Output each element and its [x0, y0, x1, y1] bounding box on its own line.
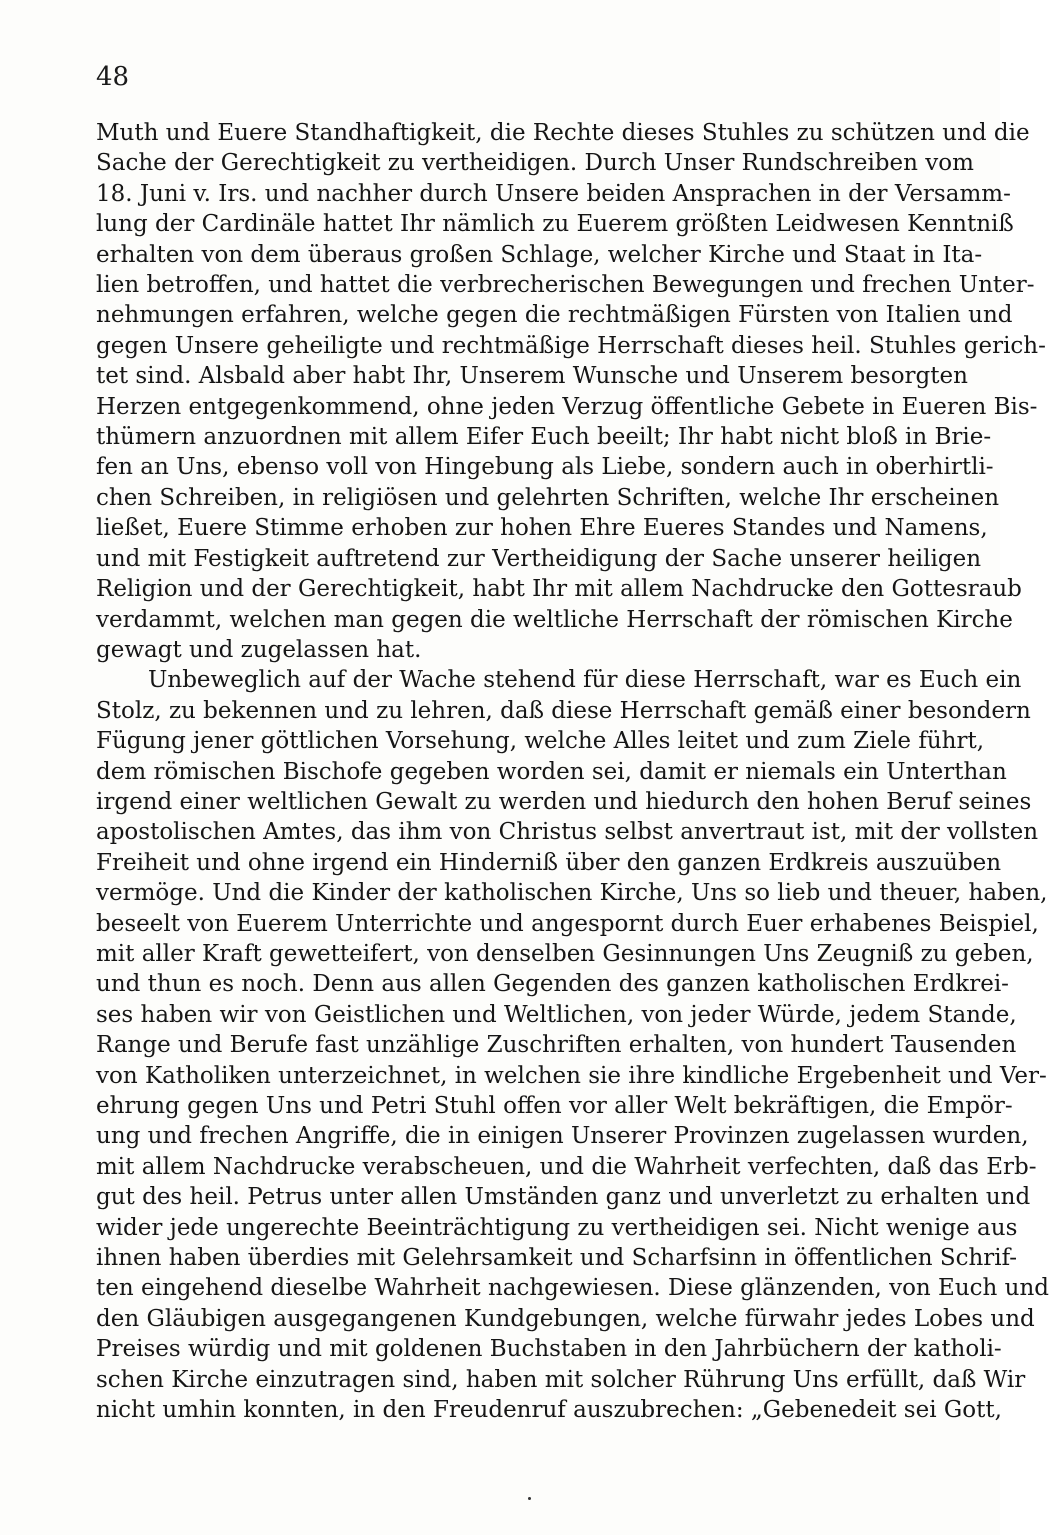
text-line: fen an Uns, ebenso voll von Hingebung als Liebe, sondern auch in oberhirtli- [96, 454, 994, 481]
text-line: gegen Unsere geheiligte und rechtmäßige Herrschaft dieses heil. Stuhles gerich- [96, 332, 1046, 359]
text-line: thümern anzuordnen mit allem Eifer Euch beeilt; Ihr habt nicht bloß in Brie- [96, 424, 992, 451]
text-line: 18. Juni v. Irs. und nachher durch Unsere beiden Ansprachen in der Versamm- [96, 180, 1011, 207]
text-line: wider jede ungerechte Beeinträchtigung zu vertheidigen sei. Nicht wenige aus [96, 1214, 1018, 1241]
text-line: Sache der Gerechtigkeit zu vertheidigen. Durch Unser Rundschreiben vom [96, 150, 974, 177]
text-line: nehmungen erfahren, welche gegen die rechtmäßigen Fürsten von Italien und [96, 302, 1013, 329]
text-line: ses haben wir von Geistlichen und Weltlichen, von jeder Würde, jedem Stande, [96, 1001, 1017, 1028]
text-line: chen Schreiben, in religiösen und gelehrten Schriften, welche Ihr erscheinen [96, 484, 1000, 511]
text-line: Stolz, zu bekennen und zu lehren, daß diese Herrschaft gemäß einer besondern [96, 697, 1031, 724]
text-line: Freiheit und ohne irgend ein Hinderniß über den ganzen Erdkreis auszuüben [96, 849, 1002, 876]
text-line: tet sind. Alsbald aber habt Ihr, Unserem Wunsche und Unserem besorgten [96, 363, 968, 390]
text-line: Herzen entgegenkommend, ohne jeden Verzug öffentliche Gebete in Eueren Bis- [96, 393, 1038, 420]
text-line: Range und Berufe fast unzählige Zuschriften erhalten, von hundert Tausenden [96, 1032, 1017, 1059]
text-line: Muth und Euere Standhaftigkeit, die Rechte dieses Stuhles zu schützen und die [96, 120, 1030, 146]
text-line: ehrung gegen Uns und Petri Stuhl offen vor aller Welt bekräftigen, die Empör- [96, 1093, 1013, 1119]
text-line: den Gläubigen ausgegangenen Kundgebungen, welche fürwahr jedes Lobes und [96, 1305, 1035, 1332]
paragraph-1 [96, 118, 1046, 665]
text-line: ten eingehend dieselbe Wahrheit nachgewiesen. Diese glänzenden, von Euch und [96, 1275, 1049, 1302]
text-line: gewagt und zugelassen hat. [96, 636, 422, 663]
body-text [96, 118, 1049, 1425]
text-line: apostolischen Amtes, das ihm von Christus selbst anvertraut ist, mit der vollsten [96, 819, 1039, 846]
text-line: Preises würdig und mit goldenen Buchstaben in den Jahrbüchern der katholi- [96, 1336, 1002, 1363]
text-line: erhalten von dem überaus großen Schlage, welcher Kirche und Staat in Ita- [96, 241, 983, 268]
text-line: Religion und der Gerechtigkeit, habt Ihr mit allem Nachdrucke den Gottesraub [96, 576, 1022, 603]
text-line: mit allem Nachdrucke verabscheuen, und die Wahrheit verfechten, daß das Erb- [96, 1153, 1037, 1180]
text-line: und thun es noch. Denn aus allen Gegenden des ganzen katholischen Erdkrei- [96, 971, 1009, 998]
text-line: nicht umhin konnten, in den Freudenruf auszubrechen: „Gebenedeit sei Gott, [96, 1397, 1002, 1424]
text-line: mit aller Kraft gewetteifert, von denselben Gesinnungen Uns Zeugniß zu geben, [96, 940, 1034, 967]
text-line: und mit Festigkeit auftretend zur Vertheidigung der Sache unserer heiligen [96, 545, 982, 572]
text-line: schen Kirche einzutragen sind, haben mit solcher Rührung Uns erfüllt, daß Wir [96, 1366, 1026, 1393]
text-line: ung und frechen Angriffe, die in einigen Unserer Provinzen zugelassen wurden, [96, 1123, 1029, 1150]
text-line: ließet, Euere Stimme erhoben zur hohen Ehre Eueres Standes und Namens, [96, 515, 988, 542]
text-line: dem römischen Bischofe gegeben worden sei, damit er niemals ein Unterthan [96, 758, 1007, 785]
text-line: Fügung jener göttlichen Vorsehung, welche Alles leitet und zum Ziele führt, [96, 728, 985, 755]
text-line: lien betroffen, und hattet die verbrecherischen Bewegungen und frechen Unter- [96, 272, 1035, 299]
text-line: gut des heil. Petrus unter allen Umständen ganz und unverletzt zu erhalten und [96, 1184, 1031, 1211]
print-speck [528, 1497, 531, 1500]
text-line: ihnen haben überdies mit Gelehrsamkeit und Scharfsinn in öffentlichen Schrif- [96, 1245, 1018, 1272]
text-line: vermöge. Und die Kinder der katholischen Kirche, Uns so lieb und theuer, haben, [96, 880, 1048, 907]
paragraph-2 [96, 665, 1049, 1425]
text-line: verdammt, welchen man gegen die weltliche Herrschaft der römischen Kirche [96, 606, 1013, 633]
text-line: beseelt von Euerem Unterrichte und angespornt durch Euer erhabenes Beispiel, [96, 910, 1039, 937]
text-line: irgend einer weltlichen Gewalt zu werden und hiedurch den hohen Beruf seines [96, 788, 1032, 815]
text-line: Unbeweglich auf der Wache stehend für diese Herrschaft, war es Euch ein [148, 667, 1022, 694]
text-line: von Katholiken unterzeichnet, in welchen sie ihre kindliche Ergebenheit und Ver- [96, 1062, 1047, 1089]
text-line: lung der Cardinäle hattet Ihr nämlich zu Euerem größten Leidwesen Kenntniß [96, 211, 1014, 238]
page-number: 48 [96, 62, 130, 92]
